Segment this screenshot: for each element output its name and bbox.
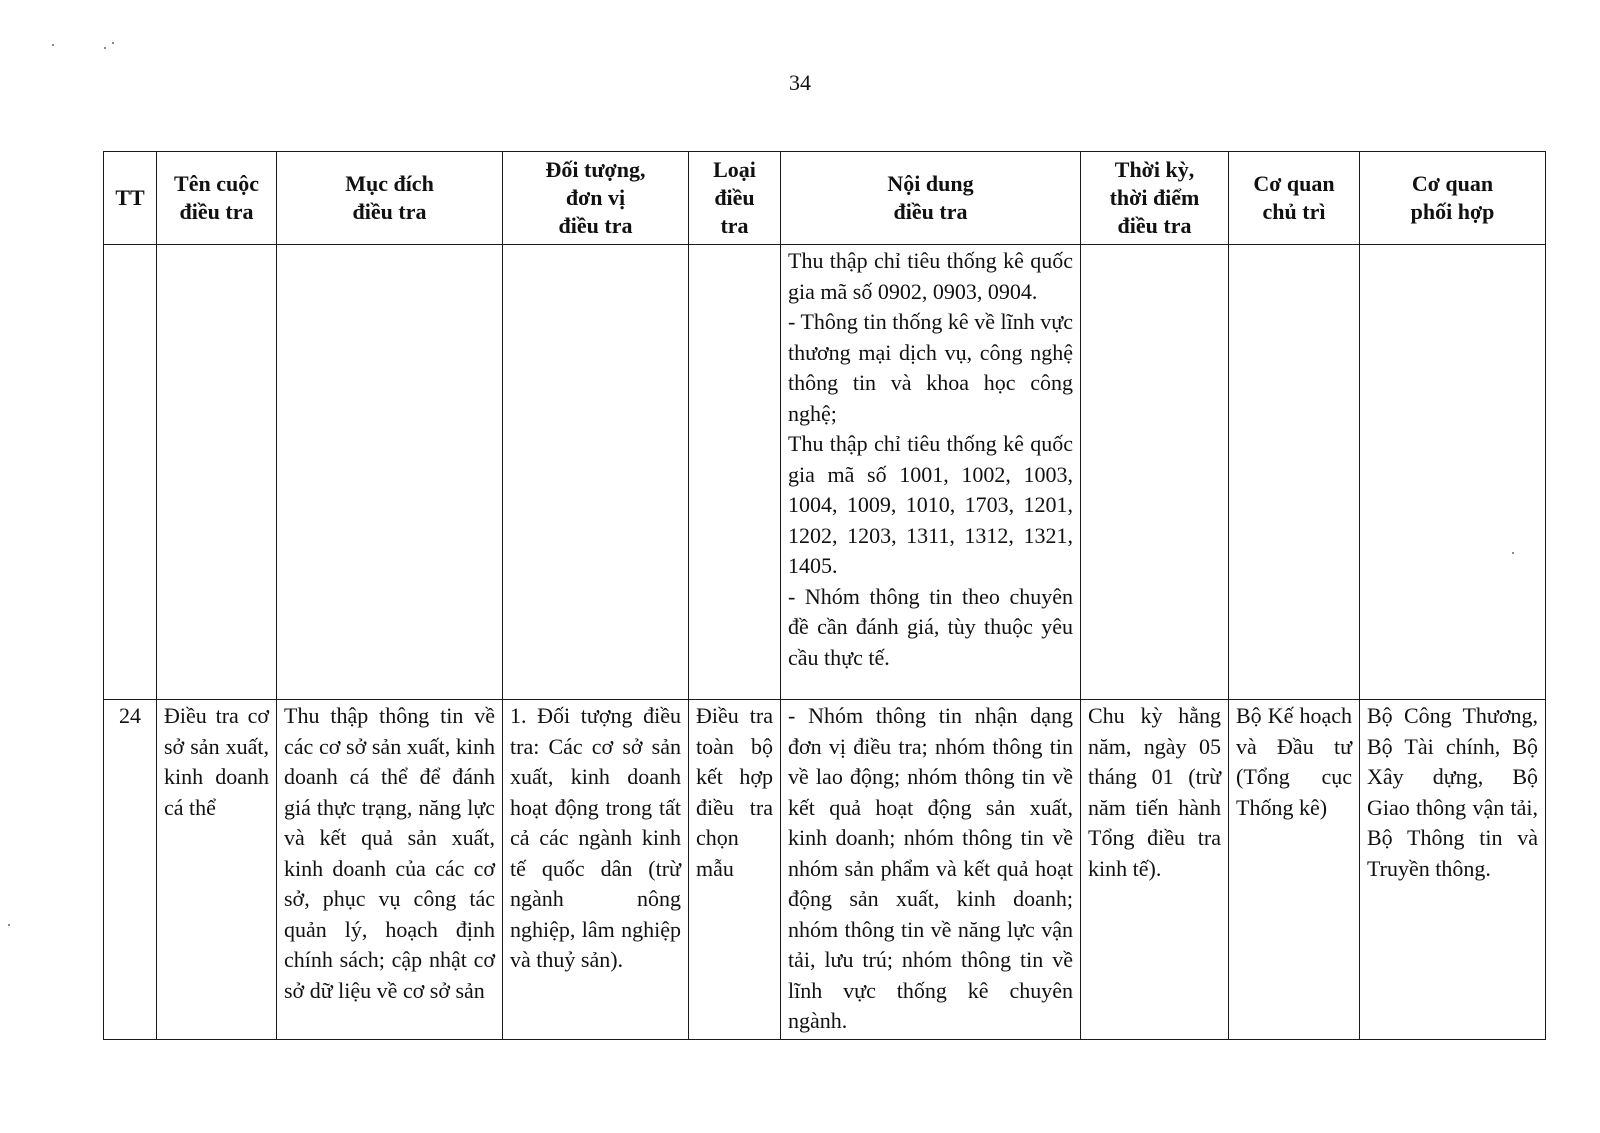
content-paragraph: - Nhóm thông tin nhận dạng đơn vị điều tra; nhóm thông tin về lao động; nhóm thông tin về kết quả hoạt động sản xuất, kinh doanh; nhóm thông tin về nhóm sản phẩm và kết quả hoạt động sản xuất, kinh doanh; nhóm thông tin về năng lực vận tải, lưu trú; nhóm thông tin về lĩnh vực thống kê chuyên ngành. [788, 703, 1073, 1033]
page-number: 34 [789, 70, 811, 95]
cell-subject [503, 245, 689, 700]
scan-speck [52, 44, 54, 46]
cell-coop-agency: Bộ Công Thương, Bộ Tài chính, Bộ Xây dựng, Bộ Giao thông vận tải, Bộ Thông tin và Truyền thông. [1360, 700, 1546, 1040]
cell-period [1081, 245, 1229, 700]
content-paragraph: - Thông tin thống kê về lĩnh vực thương mại dịch vụ, công nghệ thông tin và khoa học công nghệ; [788, 309, 1073, 426]
content-paragraph: Thu thập chỉ tiêu thống kê quốc gia mã số 0902, 0903, 0904. [788, 248, 1073, 304]
header-period: Thời kỳ, thời điểm điều tra [1081, 152, 1229, 245]
cell-lead-agency [1229, 245, 1360, 700]
header-subject: Đối tượng, đơn vị điều tra [503, 152, 689, 245]
header-type: Loại điều tra [689, 152, 781, 245]
header-purpose: Mục đích điều tra [277, 152, 503, 245]
header-lead-agency: Cơ quan chủ trì [1229, 152, 1360, 245]
cell-survey-name: Điều tra cơ sở sản xuất, kinh doanh cá thể [157, 700, 277, 1040]
header-survey-name: Tên cuộc điều tra [157, 152, 277, 245]
cell-content [781, 700, 1081, 1040]
header-content: Nội dung điều tra [781, 152, 1081, 245]
table-row [104, 245, 1546, 700]
cell-content [781, 245, 1081, 700]
cell-type [689, 245, 781, 700]
scan-speck [112, 42, 114, 44]
survey-table [103, 151, 1546, 1040]
cell-purpose: Thu thập thông tin về các cơ sở sản xuất, kinh doanh cá thể để đánh giá thực trạng, năng lực và kết quả sản xuất, kinh doanh của các cơ sở, phục vụ công tác quản lý, hoạch định chính sách; cập nhật cơ sở dữ liệu về cơ sở sản [277, 700, 503, 1040]
cell-type: Điều tra toàn bộ kết hợp điều tra chọn mẫu [689, 700, 781, 1040]
table-header-row [104, 152, 1546, 245]
content-paragraph: - Nhóm thông tin theo chuyên đề cần đánh giá, tùy thuộc yêu cầu thực tế. [788, 583, 1073, 670]
scan-speck [8, 924, 10, 926]
table-row [104, 700, 1546, 1040]
cell-survey-name [157, 245, 277, 700]
cell-purpose [277, 245, 503, 700]
scan-speck [104, 47, 106, 49]
content-paragraph: Thu thập chỉ tiêu thống kê quốc gia mã số 1001, 1002, 1003, 1004, 1009, 1010, 1703, 1201, 1202, 1203, 1311, 1312, 1321, 1405. [788, 431, 1073, 578]
cell-coop-agency [1360, 245, 1546, 700]
header-tt: TT [104, 152, 157, 245]
cell-period: Chu kỳ hằng năm, ngày 05 tháng 01 (trừ năm tiến hành Tổng điều tra kinh tế). [1081, 700, 1229, 1040]
cell-tt: 24 [104, 700, 157, 1040]
header-coop-agency: Cơ quan phối hợp [1360, 152, 1546, 245]
scan-speck [1512, 552, 1514, 554]
cell-lead-agency: Bộ Kế hoạch và Đầu tư (Tổng cục Thống kê) [1229, 700, 1360, 1040]
cell-subject: 1. Đối tượng điều tra: Các cơ sở sản xuất, kinh doanh hoạt động trong tất cả các ngành kinh tế quốc dân (trừ ngành nông nghiệp, lâm nghiệp và thuỷ sản). [503, 700, 689, 1040]
cell-tt [104, 245, 157, 700]
